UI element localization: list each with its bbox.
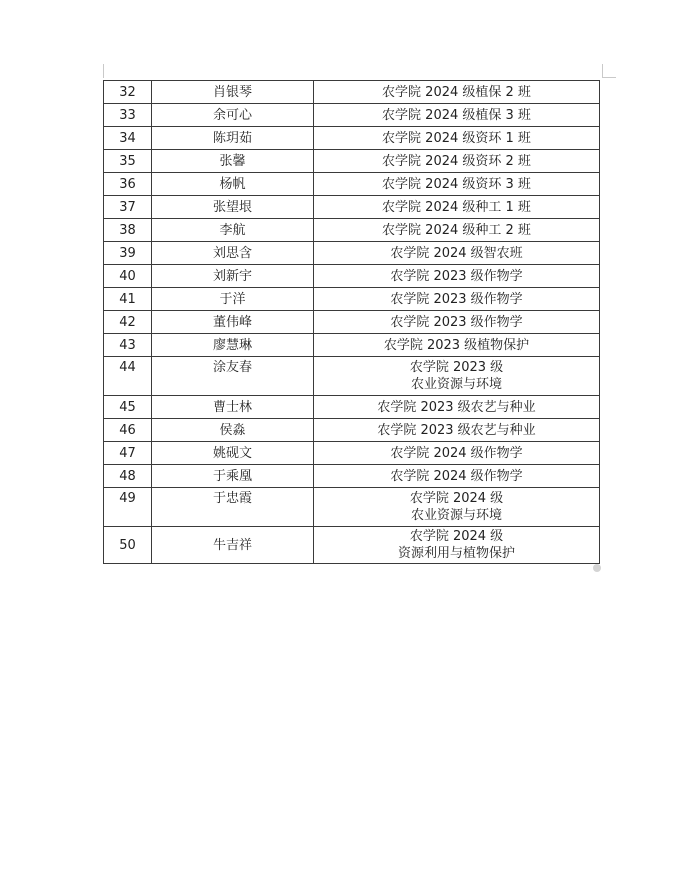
student-name-cell: 余可心 xyxy=(152,104,314,127)
class-cell xyxy=(314,396,600,419)
class-cell-line: 农学院 2023 级农艺与种业 xyxy=(377,399,536,415)
class-cell xyxy=(314,419,600,442)
class-cell-line: 农学院 2023 级农艺与种业 xyxy=(377,422,536,438)
table-row xyxy=(104,311,600,334)
class-cell xyxy=(314,334,600,357)
class-cell-line: 农学院 2023 级作物学 xyxy=(390,268,523,284)
row-number-cell: 38 xyxy=(104,219,152,242)
row-number-cell: 48 xyxy=(104,465,152,488)
student-name-cell: 董伟峰 xyxy=(152,311,314,334)
table-row xyxy=(104,265,600,288)
class-cell xyxy=(314,288,600,311)
table-row xyxy=(104,242,600,265)
student-name-cell: 张望垠 xyxy=(152,196,314,219)
row-number-cell: 50 xyxy=(104,527,152,564)
row-number-cell: 49 xyxy=(104,488,152,527)
class-cell xyxy=(314,265,600,288)
row-number-cell: 43 xyxy=(104,334,152,357)
class-cell-line: 农学院 2023 级作物学 xyxy=(390,314,523,330)
class-cell-line: 农学院 2024 级资环 1 班 xyxy=(382,130,531,146)
class-cell-line: 农学院 2024 级种工 2 班 xyxy=(382,222,531,238)
class-cell xyxy=(314,242,600,265)
class-cell xyxy=(314,311,600,334)
student-name-cell: 刘思含 xyxy=(152,242,314,265)
row-number-cell: 36 xyxy=(104,173,152,196)
margin-guide-right xyxy=(602,64,603,78)
table-row xyxy=(104,196,600,219)
row-number-cell: 44 xyxy=(104,357,152,396)
student-name-cell: 姚砚文 xyxy=(152,442,314,465)
class-cell xyxy=(314,150,600,173)
row-number-cell: 45 xyxy=(104,396,152,419)
row-number-cell: 47 xyxy=(104,442,152,465)
table-row xyxy=(104,81,600,104)
class-cell xyxy=(314,81,600,104)
class-cell xyxy=(314,488,600,527)
table-row xyxy=(104,219,600,242)
student-name-cell: 于忠霞 xyxy=(152,488,314,527)
class-cell xyxy=(314,173,600,196)
class-cell-line: 农学院 2024 级作物学 xyxy=(390,445,523,461)
row-number-cell: 42 xyxy=(104,311,152,334)
table-row xyxy=(104,334,600,357)
table-row xyxy=(104,396,600,419)
class-cell-line: 农学院 2024 级种工 1 班 xyxy=(382,199,531,215)
row-number-cell: 35 xyxy=(104,150,152,173)
table-row xyxy=(104,104,600,127)
student-name-cell: 张馨 xyxy=(152,150,314,173)
row-number-cell: 34 xyxy=(104,127,152,150)
row-number-cell: 33 xyxy=(104,104,152,127)
student-name-cell: 杨帆 xyxy=(152,173,314,196)
student-name-cell: 牛吉祥 xyxy=(152,527,314,564)
row-number-cell: 32 xyxy=(104,81,152,104)
class-cell-line: 农学院 2024 级植保 2 班 xyxy=(382,84,531,100)
class-cell-line: 农业资源与环境 xyxy=(410,377,502,392)
table-row xyxy=(104,173,600,196)
class-cell-line: 农学院 2024 级植保 3 班 xyxy=(382,107,531,123)
class-cell-line: 资源利用与植物保护 xyxy=(397,546,515,561)
row-number-cell: 39 xyxy=(104,242,152,265)
student-name-cell: 侯淼 xyxy=(152,419,314,442)
class-cell-line: 农学院 2024 级 xyxy=(409,529,504,544)
table-row xyxy=(104,357,600,396)
row-number-cell: 40 xyxy=(104,265,152,288)
class-cell xyxy=(314,465,600,488)
table-row xyxy=(104,127,600,150)
class-cell xyxy=(314,104,600,127)
student-name-cell: 于洋 xyxy=(152,288,314,311)
class-cell-line: 农学院 2024 级 xyxy=(409,491,504,506)
table-row xyxy=(104,442,600,465)
student-name-cell: 曹士林 xyxy=(152,396,314,419)
row-number-cell: 41 xyxy=(104,288,152,311)
table-row xyxy=(104,465,600,488)
table-row xyxy=(104,150,600,173)
class-cell-line: 农学院 2024 级智农班 xyxy=(390,245,523,261)
class-cell-line: 农学院 2023 级作物学 xyxy=(390,291,523,307)
student-name-cell: 陈玥茹 xyxy=(152,127,314,150)
roster-table-body xyxy=(104,81,600,564)
student-name-cell: 廖慧琳 xyxy=(152,334,314,357)
student-name-cell: 刘新宇 xyxy=(152,265,314,288)
class-cell-line: 农学院 2023 级植物保护 xyxy=(383,337,530,353)
margin-guide-right-horizontal xyxy=(602,77,616,78)
student-name-cell: 涂友春 xyxy=(152,357,314,396)
class-cell-line: 农学院 2024 级资环 3 班 xyxy=(382,176,531,192)
student-name-cell: 于乘凰 xyxy=(152,465,314,488)
class-cell xyxy=(314,442,600,465)
table-resize-handle[interactable] xyxy=(593,564,601,572)
student-name-cell: 李航 xyxy=(152,219,314,242)
class-cell-line: 农业资源与环境 xyxy=(410,508,502,523)
class-cell-line: 农学院 2024 级资环 2 班 xyxy=(382,153,531,169)
table-row xyxy=(104,488,600,527)
row-number-cell: 37 xyxy=(104,196,152,219)
table-row xyxy=(104,419,600,442)
table-row xyxy=(104,288,600,311)
roster-table xyxy=(103,80,600,564)
class-cell xyxy=(314,357,600,396)
margin-guide-left xyxy=(103,64,104,78)
row-number-cell: 46 xyxy=(104,419,152,442)
class-cell xyxy=(314,527,600,564)
student-name-cell: 肖银琴 xyxy=(152,81,314,104)
table-row xyxy=(104,527,600,564)
class-cell-line: 农学院 2024 级作物学 xyxy=(390,468,523,484)
class-cell xyxy=(314,196,600,219)
class-cell xyxy=(314,219,600,242)
class-cell xyxy=(314,127,600,150)
class-cell-line: 农学院 2023 级 xyxy=(409,360,504,375)
